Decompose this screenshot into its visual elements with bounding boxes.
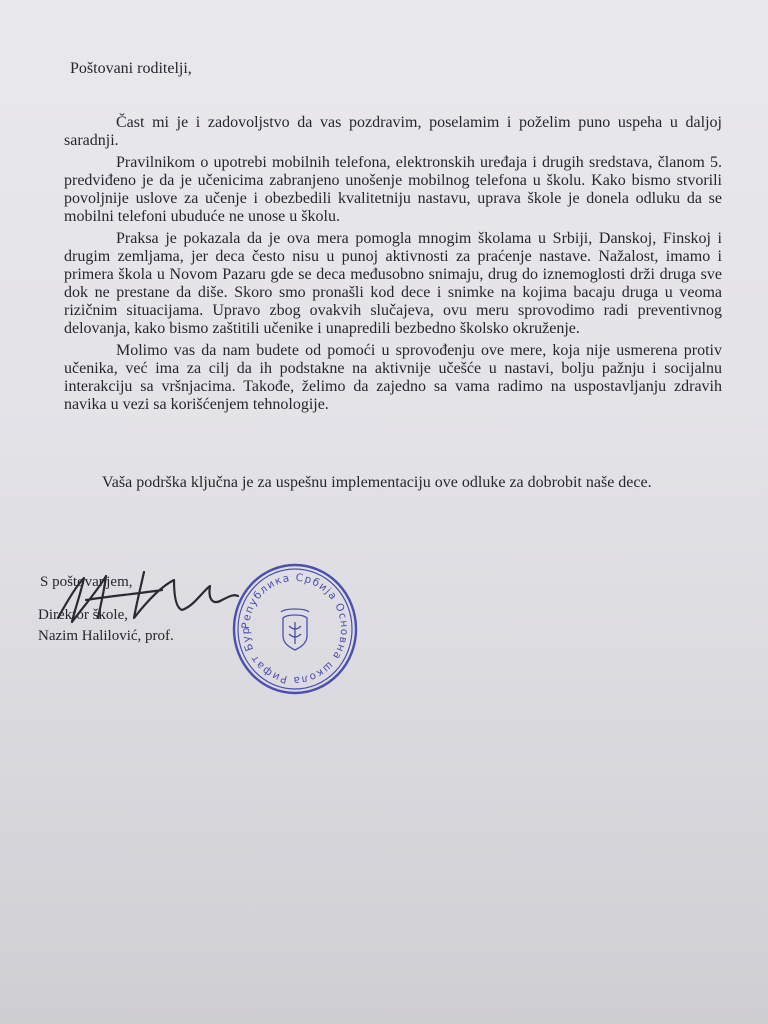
signer-name: Nazim Halilović, prof. — [38, 628, 174, 644]
handwritten-signature — [40, 556, 240, 636]
school-stamp — [230, 560, 360, 698]
signer-title: Direktor škole, — [38, 607, 128, 623]
stamp-seal-icon — [230, 560, 360, 698]
paragraph-rule: Pravilnikom o upotrebi mobilnih telefona, elektronskih uređaja i drugih sredstava, članom 5. predviđeno je da je učenicima zabranjeno unošenje mobilnog telefona u školu. Kako bismo stvorili povoljnije uslove za učenje i obezbedili kvalitetniju nastavu, uprava škole je donela odluku da se mobilni telefoni ubuduće ne unose u školu. — [64, 154, 722, 225]
letter-body — [64, 114, 722, 418]
paragraph-practice: Praksa je pokazala da je ova mera pomogla mnogim školama u Srbiji, Danskoj, Finskoj i drugim zemljama, jer deca često nisu u punoj aktivnosti za praćenje nastave. Nažalost, imamo i primera škola u Novom Pazaru gde se deca međusobno snimaju, drug do iznemoglosti drži druga sve dok ne prestane da diše. Skoro smo pronašli kod dece i snimke na kojima bacaju druga u veoma rizičnim situacijama. Upravo zbog ovakvih slučajeva, ovu meru sprovodimo radi preventivnog delovanja, kako bismo zaštitili učenike i unapredili bezbedno školsko okruženje. — [64, 230, 722, 337]
letter-salutation: Poštovani roditelji, — [70, 60, 192, 77]
letter-closing: Vaša podrška ključna je za uspešnu implementaciju ove odluke za dobrobit naše dece. — [102, 474, 652, 491]
paragraph-greeting: Čast mi je i zadovoljstvo da vas pozdravim, poselamim i poželim puno uspeha u daljoj saradnji. — [64, 114, 722, 149]
regards-text: S poštovanjem, — [40, 574, 133, 590]
svg-text:Република Србија Основна школа: Република Србија Основна школа Рифат Бур — [239, 571, 351, 687]
paragraph-request: Molimo vas da nam budete od pomoći u sprovođenju ove mere, koja nije usmerena protiv učenika, već ima za cilj da ih podstakne na aktivnije učešće u nastavi, bolju pažnju i socijalnu interakciju sa vršnjacima. Takođe, želimo da zajedno sa vama radimo na uspostavljanju zdravih navika u vezi sa korišćenjem tehnologije. — [64, 342, 722, 413]
